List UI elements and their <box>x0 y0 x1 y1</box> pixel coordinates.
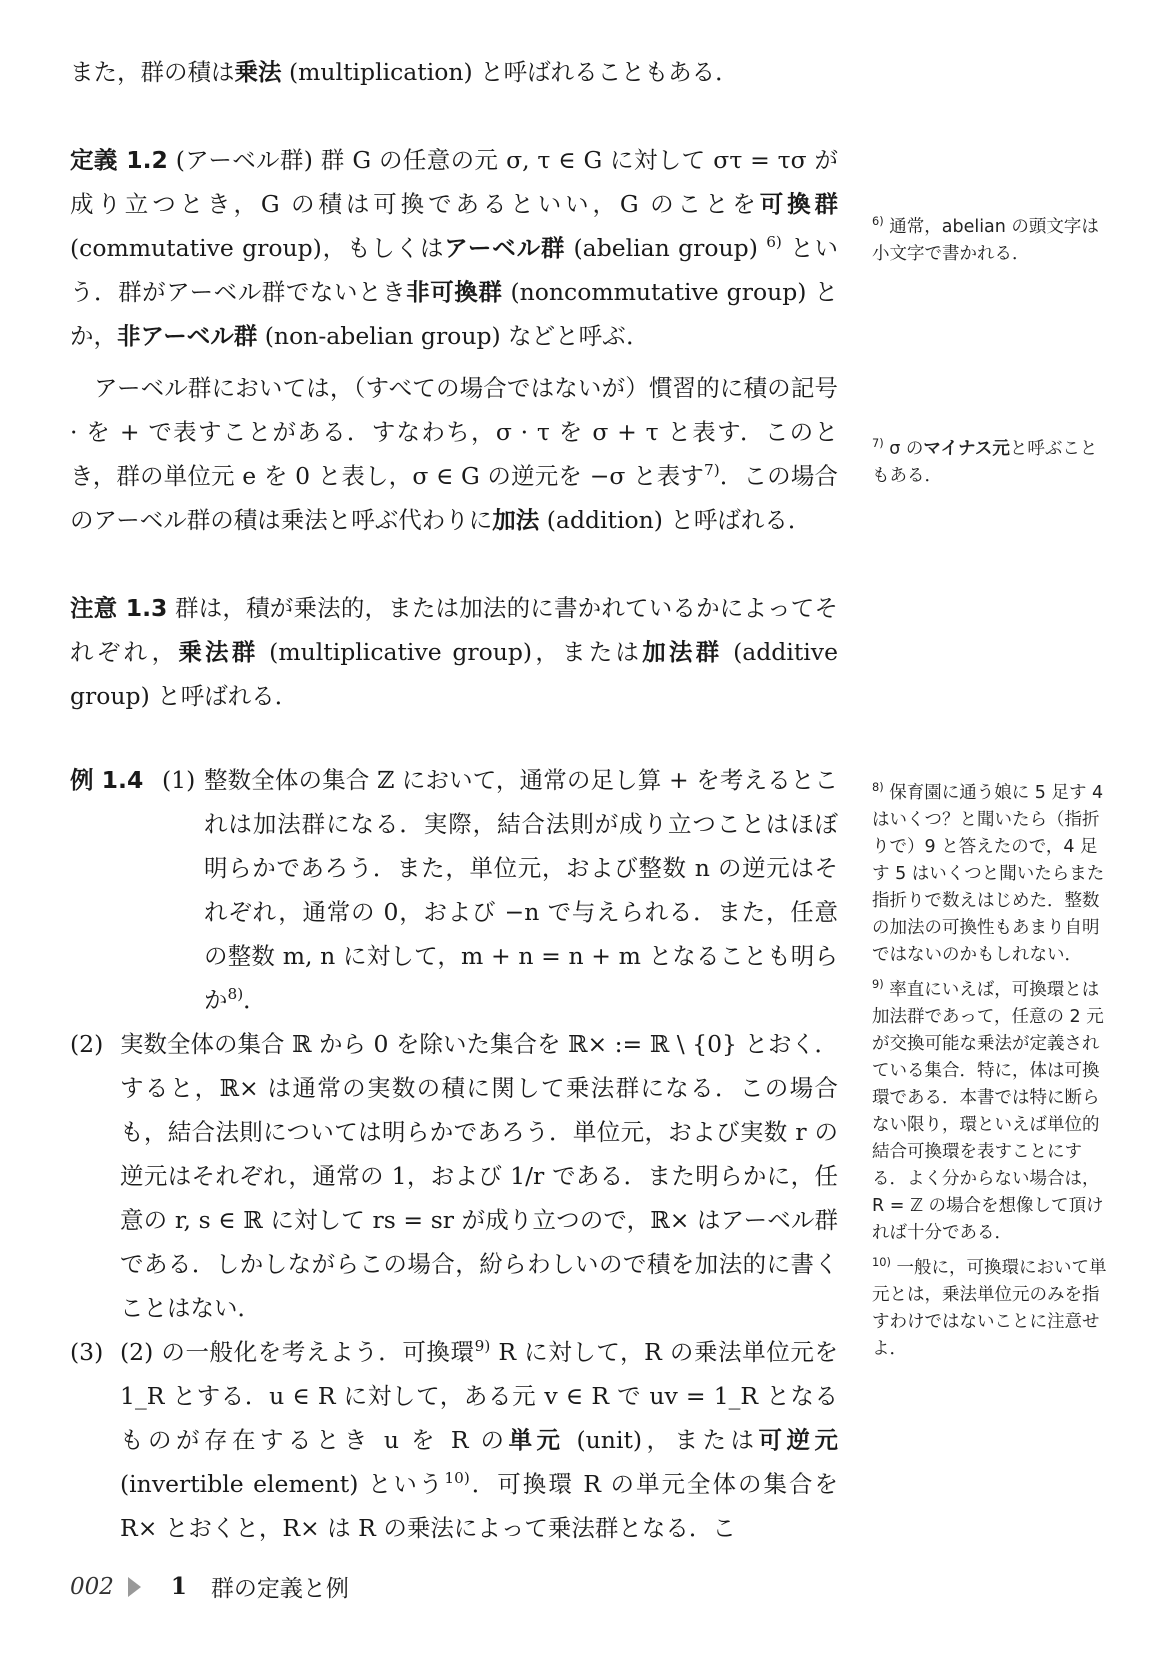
term-unit: 単元 <box>508 1426 565 1454</box>
example-item-2: (2) 実数全体の集合 ℝ から 0 を除いた集合を ℝ× := ℝ \ {0} とおく．すると，ℝ× は通常の実数の積に関して乗法群になる．この場合も，結合法則については明らかであろう．単位元，および実数 r の逆元はそれぞれ，通常の 1，および 1/r である．また明らかに，任意の r, s ∈ ℝ に対して rs = sr が成り立つので，ℝ× はアーベル群である．しかしながらこの場合，紛らわしいので積を加法的に書くことはない． <box>70 1030 838 1322</box>
sidenotes-8-10 <box>872 780 1108 1371</box>
term-noncommutative-group: 非可換群 <box>406 278 503 306</box>
term-abelian-group: アーベル群 <box>444 234 566 262</box>
intro-paragraph: また，群の積は乗法 (multiplication) と呼ばれることもある． <box>70 58 739 86</box>
example-item-1: (1) 整数全体の集合 ℤ において，通常の足し算 + を考えるとこれは加法群になる．実際，結合法則が成り立つことはほぼ明らかであろう．また，単位元，および整数 n の逆元はそれぞれ，通常の 0，および −n で与えられる．また，任意の整数 m, n に対して，m + n = n + m となることも明らか$^{8)}$． <box>162 766 838 1014</box>
remark-label: 注意 1.3 <box>70 594 168 622</box>
term-commutative-group: 可換群 <box>759 190 838 218</box>
definition-1-2: 定義 1.2 (アーベル群) 群 G の任意の元 σ, τ ∈ G に対して στ = τσ が成り立つとき，G の積は可換であるといい，G のことを可換群 (commutative group)，もしくはアーベル群 (abelian group) $^{6)}$ という．群がアーベル群でないとき非可換群 (noncommutative group) とか，非アーベル群 (non-abelian group) などと呼ぶ． <box>70 146 839 350</box>
example-item-3: (3) (2) の一般化を考えよう．可換環$^{9)}$ R に対して，R の乗法単位元を 1_R とする．u ∈ R に対して，ある元 v ∈ R で uv = 1_R となるものが存在するとき u を R の単元 (unit)，または可逆元 (invertible element) という$^{10)}$．可換環 R の単元全体の集合を R× とおくと，R× は R の乗法によって乗法群となる．こ <box>70 1337 839 1542</box>
chapter-number: 1 <box>170 1573 187 1600</box>
sidenote-8: $^{8)}$ 保育園に通う娘に 5 足す 4 はいくつ？と聞いたら（指折りで）9 と答えたので，4 足す 5 はいくつと聞いたらまた指折りで数えはじめた．整数の加法の可換性もあまり自明ではないのかもしれない． <box>872 780 1105 965</box>
footnote-ref-10: 10) <box>444 1469 470 1488</box>
page-number: 002 <box>70 1573 114 1600</box>
example-label: 例 1.4 <box>70 766 144 794</box>
remark-1-3: 注意 1.3 群は，積が乗法的，または加法的に書かれているかによってそれぞれ，乗法群 (multiplicative group)，または加法群 (additive group) と呼ばれる． <box>70 594 838 710</box>
footnote-ref-7: 7) <box>704 461 720 480</box>
footnote-ref-6: 6) <box>766 233 782 252</box>
term-additive-group: 加法群 <box>642 638 723 666</box>
abelian-notation-paragraph: アーベル群においては，（すべての場合ではないが）慣習的に積の記号 · を + で表すことがある．すなわち，σ · τ を σ + τ と表す．このとき，群の単位元 e を 0 と表し，σ ∈ G の逆元を −σ と表す$^{7)}$．この場合のアーベル群の積は乗法と呼ぶ代わりに加法 (addition) と呼ばれる． <box>70 374 838 534</box>
page-footer <box>70 1570 349 1603</box>
definition-label: 定義 1.2 <box>70 146 168 174</box>
example-1-4 <box>70 758 838 1022</box>
footnote-ref-9: 9) <box>474 1337 491 1356</box>
sidenote-10: $^{10)}$ 一般に，可換環において単元とは，乗法単位元のみを指すわけではないことに注意せよ． <box>872 1255 1107 1359</box>
term-addition: 加法 <box>492 506 540 534</box>
sidenote-9: $^{9)}$ 率直にいえば，可換環とは加法群であって，任意の 2 元が交換可能な乗法が定義されている集合．特に，体は可換環である．本書では特に断らない限り，環といえば単位的結合可換環を表すことにする．よく分からない場合は，R = ℤ の場合を想像して頂ければ十分である． <box>872 977 1104 1243</box>
term-multiplication: 乗法 <box>234 58 282 86</box>
chapter-title: 群の定義と例 <box>210 1576 349 1602</box>
sidenote-7: $^{7)}$ σ のマイナス元と呼ぶこともある． <box>872 436 1098 486</box>
term-multiplicative-group: 乗法群 <box>178 638 259 666</box>
footnote-ref-8: 8) <box>227 985 244 1004</box>
main-text <box>70 50 838 1550</box>
term-non-abelian-group: 非アーベル群 <box>117 322 258 350</box>
term-invertible-element: 可逆元 <box>758 1426 839 1454</box>
triangle-arrow-icon <box>128 1577 141 1597</box>
sidenote-6: $^{6)}$ 通常，abelian の頭文字は小文字で書かれる． <box>872 214 1099 264</box>
